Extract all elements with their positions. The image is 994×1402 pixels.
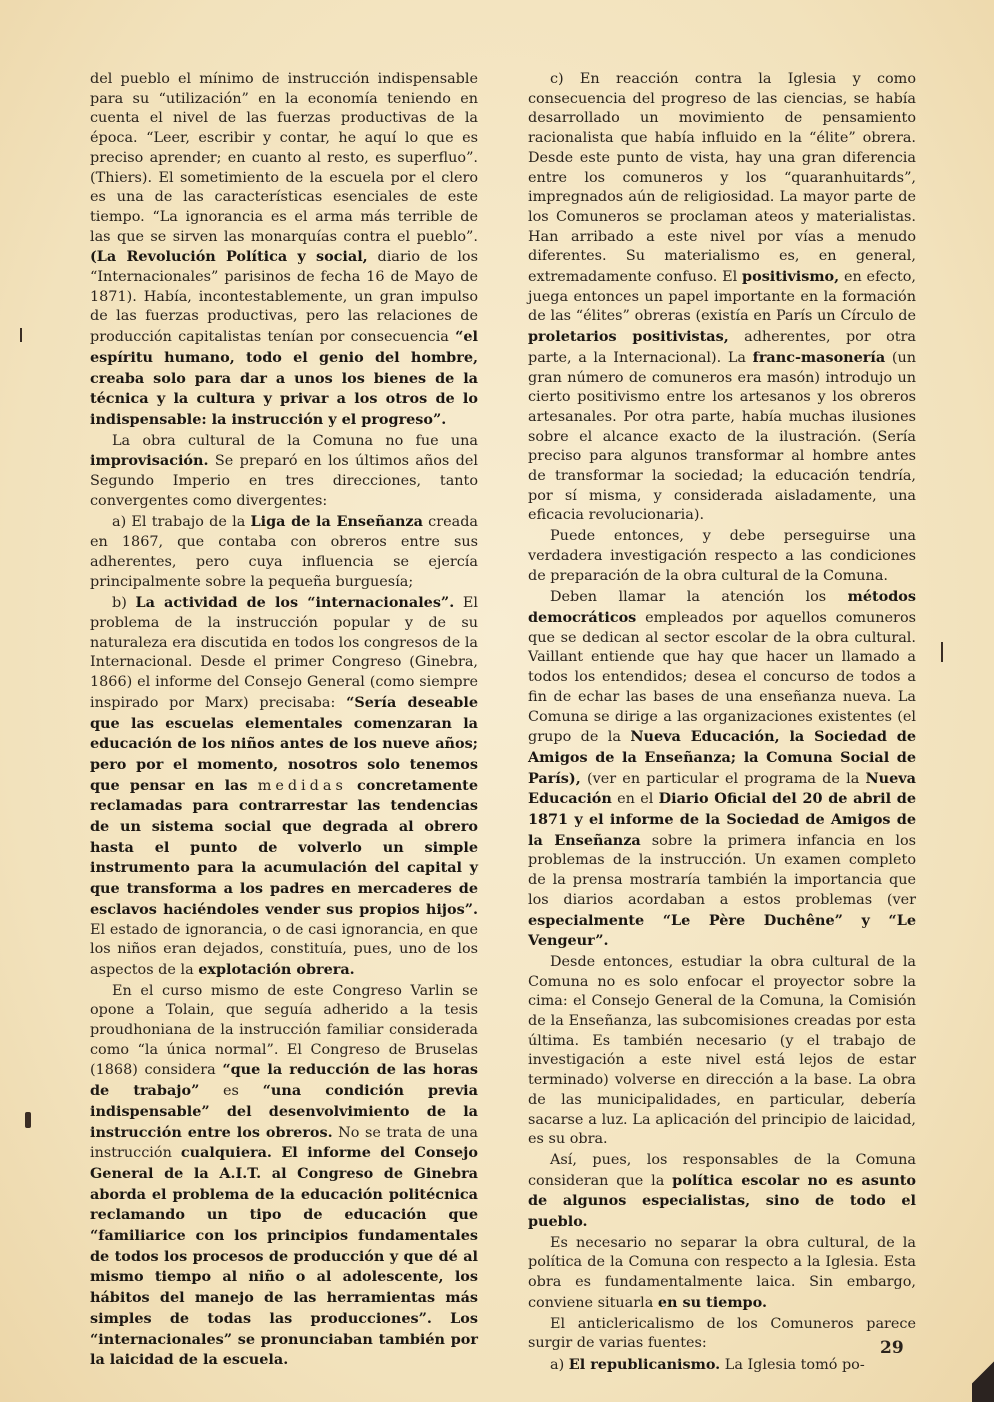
text-run: sobre la primera infancia en los problemas de la instrucción. Un examen completo de la prensa mostraría también la importancia que los diarios acordaban a estos problemas (ver (528, 832, 916, 908)
paragraph (90, 70, 478, 431)
text-bold: métodos democráticos (528, 588, 916, 626)
margin-mark (941, 642, 943, 662)
text-bold: “Sería deseable que las escuelas elementales comenzaran la educación de los niños antes de los nueve años; pero por el momento, nosotros solo tenemos que pensar en las (90, 693, 478, 794)
text-bold: proletarios positivistas, (528, 328, 729, 346)
paragraph (528, 587, 916, 952)
text-run: Así, pues, los responsables de la Comuna consideran que la (528, 1151, 916, 1189)
text-run: La Iglesia tomó po- (720, 1357, 865, 1373)
paragraph (90, 432, 478, 512)
text-run: a) (550, 1357, 569, 1373)
text-run: en el (611, 791, 659, 808)
paragraph (528, 527, 916, 586)
text-bold: “una condición previa indispensable” (90, 1082, 478, 1120)
paragraph (90, 982, 478, 1371)
text-run: En el curso mismo de este Congreso Varlin se opone a Tolain, que seguía adherido a la tesis proudhoniana de la instrucción familiar considerada como “la única normal”. El Congreso de Bruselas (1868) considera (90, 982, 478, 1079)
text-bold: del desenvolvimiento de la instrucción entre los obreros. (90, 1102, 478, 1141)
text-run: El problema de la instrucción popular y de su naturaleza era discutida en todos los congresos de la Internacional. Desde el primer Congreso (Ginebra, 1866) el informe del Consejo General (como siempre inspirado por Marx) precisaba: (90, 595, 478, 711)
paragraph (528, 953, 916, 1150)
text-run: No se trata de una instrucción (90, 1124, 478, 1162)
paragraph (528, 1315, 916, 1354)
text-run: El anticlericalismo de los Comuneros parece surgir de varias fuentes: (528, 1315, 916, 1352)
text-run: La obra cultural de la Comuna no fue una (112, 432, 478, 449)
text-spaced: medidas (257, 777, 347, 794)
text-bold: Nueva Educación (528, 769, 916, 808)
paragraph (528, 70, 916, 526)
right-column (528, 70, 916, 1376)
text-run: a) El trabajo de la (112, 514, 251, 531)
text-run: Puede entonces, y debe perseguirse una verdadera investigación respecto a las condiciones de preparación de la obra cultural de la Comuna. (528, 528, 916, 584)
text-run: c) En reacción contra la Iglesia y como consecuencia del progreso de las ciencias, se había desarrollado un movimiento de pensamiento racionalista que había influido en la “élite” obrera. Desde este punto de vista, hay una gran diferencia entre los comuneros y los “quaranhuitards”, impregnados aún de religiosidad. La mayor parte de los Comuneros se proclaman ateos y materialistas. Han arribado a este nivel por vías a menudo diferentes. Su materialismo es, en general, extremadamente confuso. El (528, 71, 916, 286)
text-bold: El republicanismo. (568, 1356, 721, 1373)
text-run: b) (112, 595, 136, 612)
text-run: diario de los “Internacionales” parisinos de fecha 16 de Mayo de 1871). Había, incontestablemente, un gran impulso de las fuerzas productivas, pero las relaciones de producción capitalistas tenían por consecuencia (90, 249, 478, 346)
text-bold: cualquiera. El informe del Consejo General de la A.I.T. al Congreso de Ginebra aborda el problema de la educación politécnica reclamando un tipo de educación que “familiarice con los principios fundamentales de todos los procesos de producción y que dé al mismo tiempo al niño o al adolescente, los hábitos del manejo de las herramientas más simples de todas las producciones”. Los “internacionales” se pronunciaban también por la laicidad de la escuela. (90, 1144, 478, 1369)
text-run: Se preparó en los últimos años del Segundo Imperio en tres direcciones, tanto convergentes como divergentes: (90, 453, 478, 509)
text-bold: explotación obrera. (198, 960, 355, 978)
text-run: es (199, 1083, 263, 1100)
paragraph (90, 593, 478, 980)
page-number: 29 (880, 1338, 904, 1358)
text-run: creada en 1867, que contaba con obreros entre sus adherentes, pero cuya influencia se ejercía principalmente sobre la pequeña burguesía; (90, 514, 478, 590)
text-bold: “el espíritu humano, todo el genio del hombre, creaba solo para dar a unos los bienes de la técnica y la cultura y privar a los otros de lo indispensable: la instrucción y el progreso”. (90, 328, 478, 428)
text-bold: concretamente reclamadas para contrarrestar las tendencias de un sistema social que degrada al obrero hasta el punto de volverlo un simple instrumento para la acumulación del capital y que transforma a los padres en mercaderes de esclavos haciéndoles vender sus propios hijos”. (90, 776, 478, 918)
text-run: (un gran número de comuneros era masón) introdujo un cierto positivismo entre los artesanos y los obreros artesanales. Por otra parte, había muchas ilusiones sobre el alcance exacto de la ilustración. (Sería preciso para algunos transformar al hombre antes de transformar la sociedad; la educación tendría, por sí misma, y considerada aisladamente, una eficacia revolucionaria). (528, 349, 916, 524)
paragraph (90, 512, 478, 592)
text-run: Desde entonces, estudiar la obra cultural de la Comuna no es solo enfocar el proyector sobre la cima: el Consejo General de la Comuna, la Comisión de la Enseñanza, las subcomisiones creadas por esta última. Es también necesario (y el trabajo de investigación a este nivel está lejos de estar terminado) volverse en dirección a la base. La obra de las municipalidades, en particular, debería sacarse a luz. La aplicación del principio de laicidad, es su obra. (528, 953, 916, 1148)
text-run: Es necesario no separar la obra cultural, de la política de la Comuna con respecto a la Iglesia. Esta obra es fundamentalmente laica. Sin embargo, conviene situarla (528, 1234, 916, 1311)
paragraph (528, 1234, 916, 1314)
text-bold: improvisación. (90, 452, 209, 470)
page-corner-shadow (972, 1342, 994, 1402)
text-bold: positivismo, (742, 268, 840, 286)
text-bold: franc-masonería (752, 348, 886, 366)
margin-mark (25, 1112, 31, 1128)
text-bold: en su tiempo. (657, 1293, 767, 1311)
text-run: del pueblo el mínimo de instrucción indispensable para su “utilización” en la economía teniendo en cuenta el nivel de las fuerzas productivas de la época. “Leer, escribir y contar, he aquí lo que es preciso aprender; en cuanto al resto, es superfluo”. (Thiers). El sometimiento de la escuela por el clero es una de las características esenciales de este tiempo. “La ignorancia es el arma más terrible de las que se sirven las monarquías contra el pueblo”. (90, 71, 478, 245)
paragraph (528, 1355, 916, 1376)
text-bold: Nueva Educación, la Sociedad de Amigos de la Enseñanza; la Comuna Social de París), (528, 728, 916, 787)
text-bold: Liga de la Enseñanza (250, 513, 423, 531)
text-bold: (La Revolución Política y social, (90, 248, 368, 266)
text-run: empleados por aquellos comuneros que se dedican al sector escolar de la obra cultural. Vaillant entiende que hay que hacer un llamado a todos los entendidos; desea el concurso de todos a fin de echar las bases de una enseñanza nueva. La Comuna se dirige a las organizaciones existentes (el grupo de la (528, 609, 916, 746)
text-run: en efecto, juega entonces un papel importante en la formación de las “élites” obreras (existía en París un Círculo de (528, 269, 916, 325)
text-bold: Diario Oficial del 20 de abril de 1871 y el informe de la Sociedad de Amigos de la Enseñanza (528, 790, 916, 849)
text-bold: especialmente “Le Père Duchêne” y “Le Vengeur”. (528, 911, 916, 950)
text-run: El estado de ignorancia, o de casi ignorancia, en que los niños eran dejados, constituía, pues, uno de los aspectos de la (90, 921, 478, 978)
text-bold: “que la reducción de las horas de trabajo” (90, 1061, 479, 1100)
text-bold: política escolar no es asunto de algunos especialistas, sino de todo el pueblo. (528, 1171, 916, 1231)
left-column (90, 70, 478, 1371)
margin-mark (20, 328, 22, 342)
paragraph (528, 1151, 916, 1233)
text-bold: La actividad de los “internacionales”. (135, 594, 455, 612)
text-run: Deben llamar la atención los (550, 589, 848, 606)
text-run: (ver en particular el programa de la (580, 770, 866, 787)
text-run: adherentes, por otra parte, a la Internacional). La (528, 329, 916, 366)
